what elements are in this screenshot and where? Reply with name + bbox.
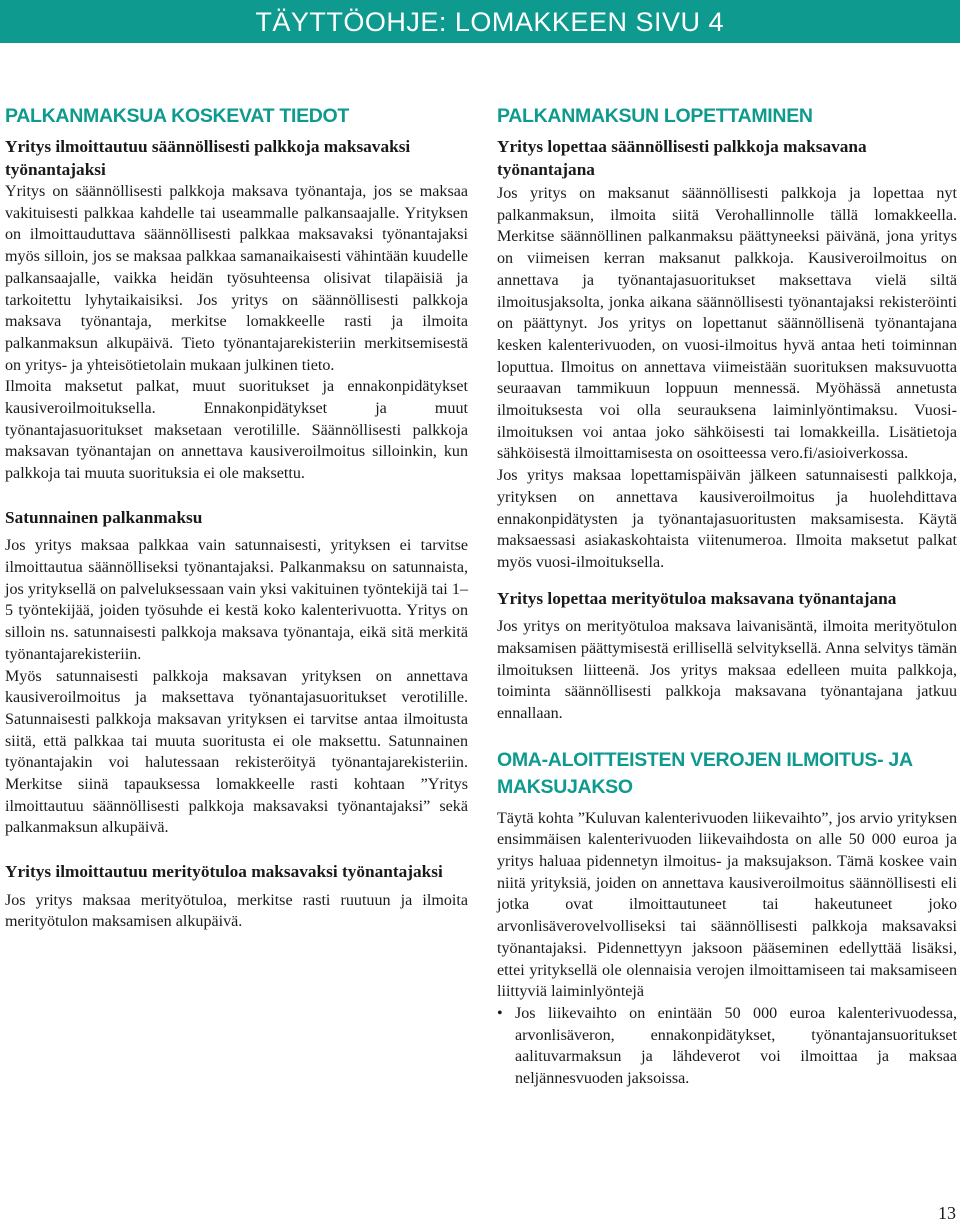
page-title: TÄYTTÖOHJE: LOMAKKEEN SIVU 4 <box>255 7 724 37</box>
list-item-text: Jos liikevaihto on enintään 50 000 euroa kalenterivuodessa, arvonlisäveron, ennakonpidätykset, työnantajansuoritukset aalituvarmaksun ja lähdeverot voi ilmoittaa ja maksaa neljännesvuoden jaksoissa. <box>515 1005 957 1088</box>
section-title-oma-aloitteiset: OMA-ALOITTEISTEN VEROJEN ILMOITUS- JA MAKSUJAKSO <box>497 748 913 798</box>
paragraph: Jos yritys on merityötuloa maksava laivanisäntä, ilmoita merityötulon maksamisen päättymisestä erillisellä selvityksellä. Anna selvitys tämän ilmoituksen liitteenä. Jos yritys maksaa edelleen muita palkkoja, toiminta säännöllisesti palkkoja maksavana työnantajana jatkuu ennallaan. <box>497 618 957 722</box>
paragraph: Jos yritys maksaa merityötuloa, merkitse rasti ruutuun ja ilmoita merityötulon maksamisen alkupäivä. <box>5 891 468 931</box>
paragraph: Jos yritys maksaa palkkaa vain satunnaisesti, yrityksen ei tarvitse ilmoittautua säännölliseksi työnantajaksi. Palkanmaksu on satunnaista, jos yrityksellä on palveluksessaan vain yksi vakituinen työntekijä tai 1–5 työntekijää, joiden työsuhde ei kestä koko kalenterivuotta. Yritys on silloin ns. satunnaisesti palkkoja maksava työnantaja, eikä sitä merkitä työnantajarekisteriin. <box>5 537 468 663</box>
subheading-saannollinen: Yritys ilmoittautuu säännöllisesti palkkoja maksavaksi työnantajaksi <box>5 137 411 179</box>
paragraph: Ilmoita maksetut palkat, muut suoritukset ja ennakonpidätykset kausiveroilmoituksella. Ennakonpidätykset ja muut työnantajasuoritukset maksetaan verotilille. Säännöllisesti palkkoja maksavan työnantajan on annettava kausiveroilmoitus silloinkin, kun palkkoja tai muuta suorituksia ei ole maksettu. <box>5 378 468 483</box>
page-number: 13 <box>938 1203 956 1223</box>
subheading-lopettaa-saannollinen: Yritys lopettaa säännöllisesti palkkoja maksavana työnantajana <box>497 137 867 179</box>
paragraph: Jos yritys on maksanut säännöllisesti palkkoja ja lopettaa nyt palkanmaksun, ilmoita siitä Verohallinnolle tällä lomakkeella. Merkitse säännöllinen palkanmaksu päättyneeksi päivänä, jona yritys on viimeisen kerran maksanut palkkoja. Kausiveroilmoitus on annettava ja työnantajasuoritukset maksettava vielä siltä ilmoitusjaksolta, jonka aikana säännöllisesti työnantajaksi rekisteröinti on päättynyt. Jos yritys on lopettanut säännöllisenä työnantajana kesken kalenterivuoden, on vuosi-ilmoitus hyvä antaa heti toiminnan loputtua. Ilmoitus on annettava viimeistään suorituksen maksuvuotta seuraavan tammikuun loppuun mennessä. Myöhässä annetusta ilmoituksesta voi olla seurauksena laiminlyöntimaksu. Vuosi-ilmoituksen voi antaa joko sähköisesti tai lomakkeilla. Lisätietoja sähköisestä ilmoittamisesta on osoitteessa vero.fi/asioiverkossa. <box>497 185 957 463</box>
paragraph: Yritys on säännöllisesti palkkoja maksava työnantaja, jos se maksaa vakituisesti palkkaa kahdelle tai useammalle palkansaajalle. Yrityksen on ilmoittauduttava säännöllisesti palkkaa maksavaksi työnantajaksi myös silloin, jos se maksaa palkkaa samanaikaisesti vähintään kuudelle palkansaajalle, vaikka heidän työsuhteensa olisivat tilapäisiä ja tarkoitettu lyhytaikaisiksi. Jos yritys on säännöllisesti palkkoja maksava työnantaja, merkitse lomakkeelle rasti ja ilmoita palkanmaksun alkupäivä. Tieto työnantajarekisteriin merkitsemisestä on yritys- ja yhteisötietolain mukaan julkinen tieto. <box>5 183 468 374</box>
section-title-palkanmaksu: PALKANMAKSUA KOSKEVAT TIEDOT <box>5 105 350 127</box>
subheading-lopettaa-merityotulo: Yritys lopettaa merityötuloa maksavana työnantajana <box>497 588 897 608</box>
subheading-satunnainen: Satunnainen palkanmaksu <box>5 507 203 527</box>
right-column <box>497 103 957 1090</box>
bullet-list <box>497 1003 957 1090</box>
list-item <box>497 1003 957 1090</box>
header-banner <box>0 0 960 43</box>
section-title-lopettaminen: PALKANMAKSUN LOPETTAMINEN <box>497 105 813 127</box>
paragraph: Myös satunnaisesti palkkoja maksavan yrityksen on annettava kausiveroilmoitus ja maksettava työnantajasuoritukset verotilille. Satunnaisesti palkkoja maksavan yrityksen ei tarvitse antaa ilmoitusta siitä, että palkkaa tai muuta suoritusta ei ole maksettu. Satunnainen työnantajakin voi halutessaan rekisteröityä työnantajarekisteriin. Merkitse siinä tapauksessa lomakkeelle rasti kohtaan ”Yritys ilmoittautuu säännöllisesti palkkoja maksavaksi työnantajaksi” sekä palkanmaksun alkupäivä. <box>5 667 468 837</box>
paragraph: Jos yritys maksaa lopettamispäivän jälkeen satunnaisesti palkkoja, yrityksen on annettava kausiveroilmoitus ja huolehdittava ennakonpidätysten ja työnantajasuoritusten maksamisesta. Käytä maksaessasi asiakaskohtaista viitenumeroa. Ilmoita maksetut palkat myös vuosi-ilmoituksella. <box>497 467 957 571</box>
bullet-icon: • <box>497 1005 503 1022</box>
paragraph: Täytä kohta ”Kuluvan kalenterivuoden liikevaihto”, jos arvio yrityksen ensimmäisen kalenterivuoden liikevaihdosta on alle 50 000 euroa ja yritys haluaa pidennetyn ilmoitus- ja maksujakson. Tämä koskee vain niitä yrityksiä, joiden on annettava kausiveroilmoitus säännöllisesti eli jotka ovat ilmoittautuneet tai hakeutuneet joko arvonlisäverovelvolliseksi tai säännöllisesti palkkoja maksavaksi työnantajaksi. Pidennettyyn jaksoon pääseminen edellyttää lisäksi, ettei yrityksellä ole olennaisia verojen ilmoittamiseen tai maksamiseen liittyviä laiminlyöntejä <box>497 809 957 1001</box>
left-column <box>5 103 468 933</box>
subheading-merityotulo: Yritys ilmoittautuu merityötuloa maksavaksi työnantajaksi <box>5 862 443 882</box>
